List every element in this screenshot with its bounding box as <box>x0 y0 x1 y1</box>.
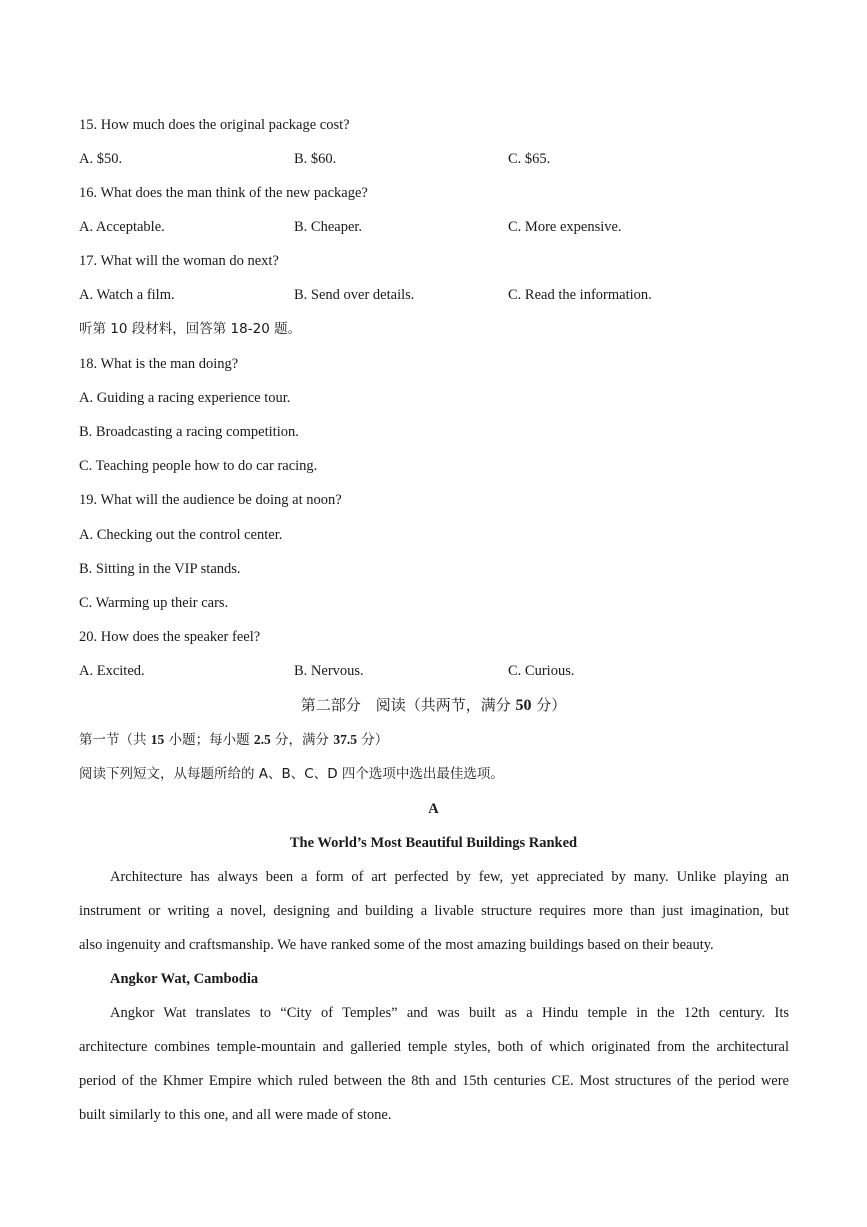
passage-title: The World’s Most Beautiful Buildings Ranked <box>289 835 578 851</box>
material-10-instruction: 听第 10 段材料，回答第 18-20 题。 <box>79 321 302 337</box>
angkor-paragraph <box>79 996 789 1132</box>
q19-option-a: A. Checking out the control center. <box>79 527 283 543</box>
q17-option-c: C. Read the information. <box>508 287 652 303</box>
q15-option-a: A. $50. <box>79 151 123 167</box>
angkor-line-4: built similarly to this one, and all were made of stone. <box>79 1107 392 1123</box>
q18-option-a: A. Guiding a racing experience tour. <box>79 390 291 406</box>
q19-option-b: B. Sitting in the VIP stands. <box>79 561 241 577</box>
q15-option-c: C. $65. <box>508 151 551 167</box>
q16-option-a: A. Acceptable. <box>79 219 165 235</box>
section-one-heading <box>79 730 388 750</box>
q18-option-b: B. Broadcasting a racing competition. <box>79 424 299 440</box>
angkor-line-1: Angkor Wat translates to “City of Temples” and was built as a Hindu temple in the 12th century. Its <box>110 1005 789 1021</box>
intro-line-2: instrument or writing a novel, designing and building a livable structure requires more than just imagination, but <box>79 903 789 919</box>
q17-option-a: A. Watch a film. <box>79 287 175 303</box>
part-two-title <box>0 694 867 717</box>
q16-option-b: B. Cheaper. <box>294 219 363 235</box>
section-one-count: 15 <box>150 732 165 747</box>
section-one-text: 第一节（共 <box>79 732 151 748</box>
part-two-title-text: 第二部分 阅读（共两节，满分 <box>300 696 516 714</box>
q19-option-c: C. Warming up their cars. <box>79 595 229 611</box>
question-15: 15. How much does the original package cost? <box>79 117 350 133</box>
q18-option-c: C. Teaching people how to do car racing. <box>79 458 318 474</box>
passage-letter: A <box>428 801 439 817</box>
section-one-text-4: 分） <box>356 732 389 748</box>
section-one-text-3: 分，满分 <box>270 732 334 748</box>
question-18: 18. What is the man doing? <box>79 356 239 372</box>
q20-option-b: B. Nervous. <box>294 663 364 679</box>
question-20: 20. How does the speaker feel? <box>79 629 261 645</box>
intro-line-1: Architecture has always been a form of art perfected by few, yet appreciated by many. Unlike playing an <box>110 869 789 885</box>
question-16: 16. What does the man think of the new package? <box>79 185 368 201</box>
section-one-total: 37.5 <box>333 732 357 747</box>
angkor-line-2: architecture combines temple-mountain and galleried temple styles, both of which originated from the architectural <box>79 1039 789 1055</box>
q20-option-a: A. Excited. <box>79 663 145 679</box>
q16-option-c: C. More expensive. <box>508 219 622 235</box>
section-one-each: 2.5 <box>253 732 271 747</box>
part-two-title-end: 分） <box>531 696 567 714</box>
q20-option-c: C. Curious. <box>508 663 575 679</box>
intro-paragraph <box>79 860 789 962</box>
reading-instruction: 阅读下列短文，从每题所给的 A、B、C、D 四个选项中选出最佳选项。 <box>79 766 504 782</box>
section-one-text-2: 小题；每小题 <box>164 732 254 748</box>
q17-option-b: B. Send over details. <box>294 287 415 303</box>
part-two-score: 50 <box>515 697 532 714</box>
intro-line-3: also ingenuity and craftsmanship. We have ranked some of the most amazing buildings based on their beauty. <box>79 937 714 953</box>
q15-option-b: B. $60. <box>294 151 337 167</box>
angkor-heading: Angkor Wat, Cambodia <box>110 971 259 987</box>
question-17: 17. What will the woman do next? <box>79 253 279 269</box>
question-19: 19. What will the audience be doing at noon? <box>79 492 342 508</box>
angkor-line-3: period of the Khmer Empire which ruled between the 8th and 15th centuries CE. Most structures of the period were <box>79 1073 789 1089</box>
